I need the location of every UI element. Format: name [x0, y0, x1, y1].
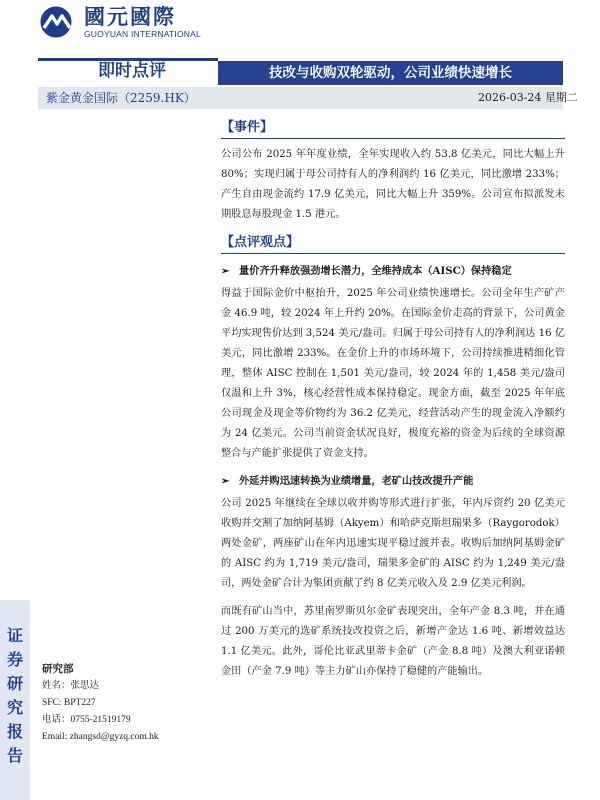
- company-name: 紫金黄金国际（2259.HK）: [46, 91, 196, 105]
- brand-name: 國元國際: [84, 4, 176, 29]
- sidebar-char: 究: [6, 698, 23, 717]
- event-paragraph: 公司公布 2025 年年度业绩，全年实现收入约 53.8 亿美元，同比大幅上升 80%；实现归属于母公司持有人的净利润约 16 亿美元，同比激增 233%；产生自由现金流约 17.9 亿美元，同比大幅上升 359%。公司宣布拟派发末期股息每股现金 1.5 港元。: [221, 149, 565, 220]
- sidebar-char: 券: [6, 650, 23, 669]
- review-heading: 【点评观点】: [221, 233, 565, 254]
- sidebar-label: [4, 624, 26, 768]
- department-label: 研究部: [42, 664, 74, 675]
- sidebar-char: 报: [6, 722, 23, 741]
- date-value: 2026-03-24: [478, 91, 542, 104]
- review-paragraph: 而既有矿山当中，苏里南罗斯贝尔金矿表现突出，全年产金 8.3 吨，并在通过 200 万美元的选矿系统技改投资之后，新增产金达 1.6 吨、新增效益达 1.1 亿美元。此外，哥伦比亚武里蒂卡金矿（产金 8.8 吨）及澳大利亚诺顿金田（产金 7.9 吨）等主力矿山亦保持了稳健的产能输出。: [221, 606, 565, 677]
- bullet-heading: [221, 260, 565, 282]
- analyst-contact: [42, 661, 212, 746]
- report-title: 技改与收购双轮驱动，公司业绩快速增长: [218, 61, 563, 85]
- arrow-bullet-icon: ➢: [221, 265, 230, 277]
- report-type: 即时点评: [98, 61, 166, 81]
- sidebar-char: 证: [6, 626, 23, 645]
- event-heading: 【事件】: [221, 118, 565, 139]
- analyst-phone: 电话：0755-21519179: [42, 715, 131, 725]
- weekday-value: 星期二: [544, 91, 578, 104]
- sidebar-char: 研: [6, 674, 23, 693]
- main-content: [221, 118, 565, 682]
- analyst-name: 姓名：张思达: [42, 681, 100, 691]
- bullet-heading: [221, 470, 565, 492]
- bullet-title: 外延并购迅速转换为业绩增量，老矿山技改提升产能: [239, 475, 474, 487]
- analyst-email[interactable]: Email: zhangsd@gyzq.com.hk: [42, 732, 159, 742]
- analyst-sfc: SFC: BPT227: [42, 698, 96, 708]
- review-paragraph: 得益于国际金价中枢抬升，2025 年公司业绩快速增长。公司全年生产矿产金 46.9 吨，较 2024 年上升约 20%。在国际金价走高的背景下，公司黄金平均实现售价达到 3,524 美元/盎司。归属于母公司持有人的净利润达 16 亿美元，同比激增 233%。在金价上升的市场环境下，公司持续推进精细化管理，整体 AISC 控制在 1,501 美元/盎司，较 2024 年的 1,458 美元/盎司仅温和上升 3%，核心经营性成本保持稳定。现金方面，截至 2025 年年底公司现金及现金等价物约为 36.2 亿美元，经营活动产生的现金流入净额约为 24 亿美元。公司当前资金状况良好，极度充裕的资金为后续的全球资源整合与产能扩张提供了资金支持。: [221, 288, 565, 459]
- sidebar-char: 告: [6, 746, 23, 765]
- brand-logo: [38, 4, 238, 40]
- brand-subtitle: GUOYUAN INTERNATIONAL: [84, 29, 201, 39]
- guoyuan-logo-icon: [38, 4, 78, 40]
- bullet-title: 量价齐升释放强劲增长潜力，全维持成本（AISC）保持稳定: [239, 265, 512, 277]
- report-date: [478, 89, 578, 107]
- review-paragraph: 公司 2025 年继续在全球以收并购等形式进行扩张，年内斥资约 20 亿美元收购并交割了加纳阿基姆（Akyem）和哈萨克斯坦瑞果多（Raygorodok）两处金矿，两座矿山在年内迅速实现平稳过渡并表。收购后加纳阿基姆金矿的 AISC 约为 1,719 美元/盎司，瑞果多金矿的 AISC 约为 1,249 美元/盎司，两处金矿合计为集团贡献了约 8 亿美元收入及 2.9 亿美元利润。: [221, 498, 565, 589]
- left-sidebar: [0, 0, 30, 800]
- arrow-bullet-icon: ➢: [221, 475, 230, 487]
